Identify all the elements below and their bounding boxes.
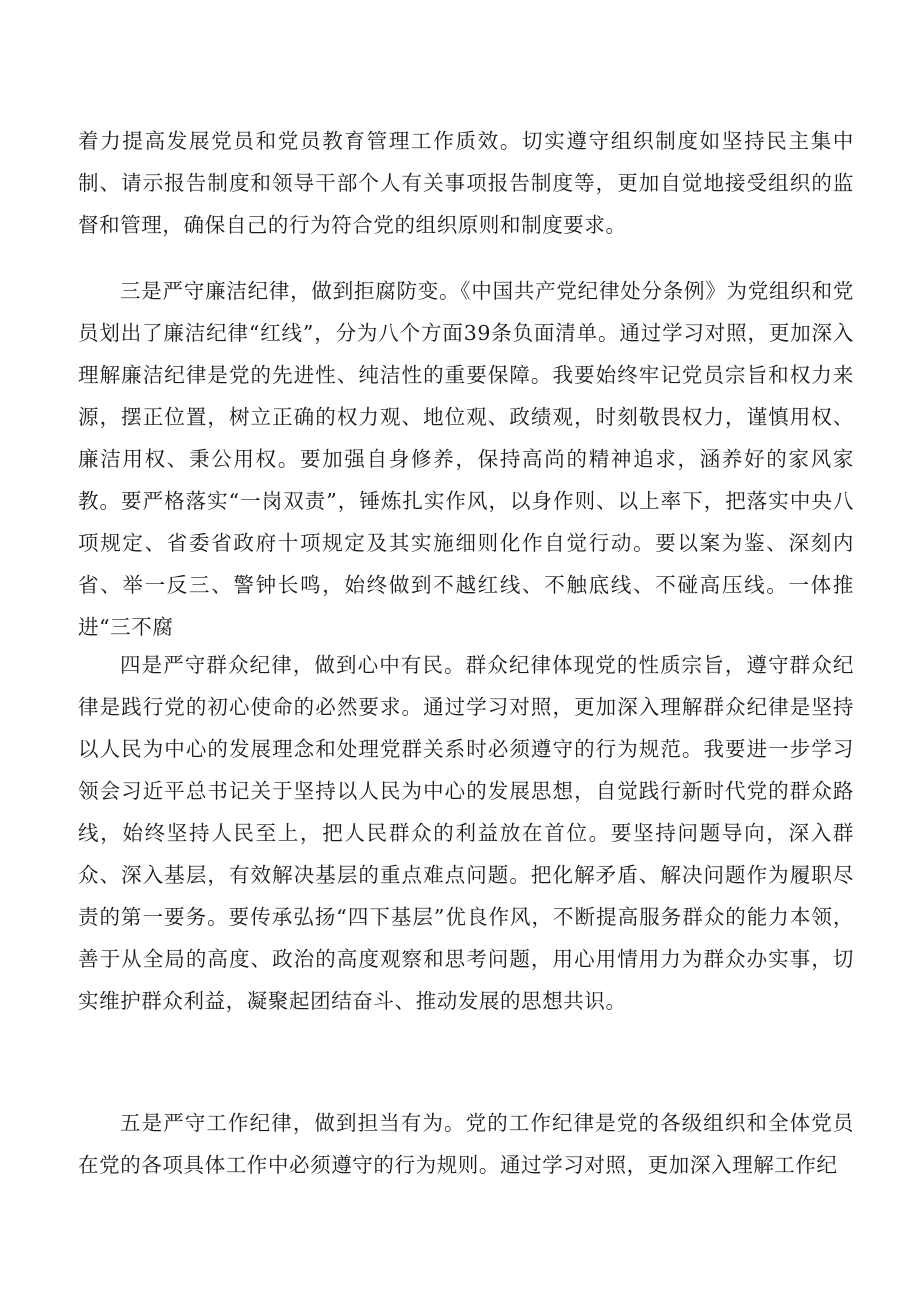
paragraph-work-discipline: 五是严守工作纪律，做到担当有为。党的工作纪律是党的各级组织和全体党员在党的各项具体工作中必须遵守的行为规则。通过学习对照，更加深入理解工作纪 bbox=[78, 1111, 854, 1177]
paragraph-organization-discipline-tail: 着力提高发展党员和党员教育管理工作质效。切实遵守组织制度如坚持民主集中制、请示报告制度和领导干部个人有关事项报告制度等，更加自觉地接受组织的监督和管理，确保自己的行为符合党的组织原则和制度要求。 bbox=[78, 129, 854, 237]
paragraph-integrity-discipline: 三是严守廉洁纪律，做到拒腐防变。《中国共产党纪律处分条例》为党组织和党员划出了廉洁纪律“红线”，分为八个方面39条负面清单。通过学习对照，更加深入理解廉洁纪律是党的先进性、纯洁性的重要保障。我要始终牢记党员宗旨和权力来源，摆正位置，树立正确的权力观、地位观、政绩观，时刻敬畏权力，谨慎用权、廉洁用权、秉公用权。要加强自身修养，保持高尚的精神追求，涵养好的家风家教。要严格落实“一岗双责”，锤炼扎实作风，以身作则、以上率下，把落实中央八项规定、省委省政府十项规定及其实施细则化作自觉行动。要以案为鉴、深刻内省、举一反三、警钟长鸣，始终做到不越红线、不触底线、不碰高压线。一体推进“三不腐 bbox=[78, 279, 854, 639]
paragraph-mass-discipline: 四是严守群众纪律，做到心中有民。群众纪律体现党的性质宗旨，遵守群众纪律是践行党的初心使命的必然要求。通过学习对照，更加深入理解群众纪律是坚持以人民为中心的发展理念和处理党群关系时必须遵守的行为规范。我要进一步学习领会习近平总书记关于坚持以人民为中心的发展思想，自觉践行新时代党的群众路线，始终坚持人民至上，把人民群众的利益放在首位。要坚持问题导向，深入群众、深入基层，有效解决基层的重点难点问题。把化解矛盾、解决问题作为履职尽责的第一要务。要传承弘扬“四下基层”优良作风，不断提高服务群众的能力本领，善于从全局的高度、政治的高度观察和思考问题，用心用情用力为群众办实事，切实维护群众利益，凝聚起团结奋斗、推动发展的思想共识。 bbox=[78, 653, 854, 1013]
